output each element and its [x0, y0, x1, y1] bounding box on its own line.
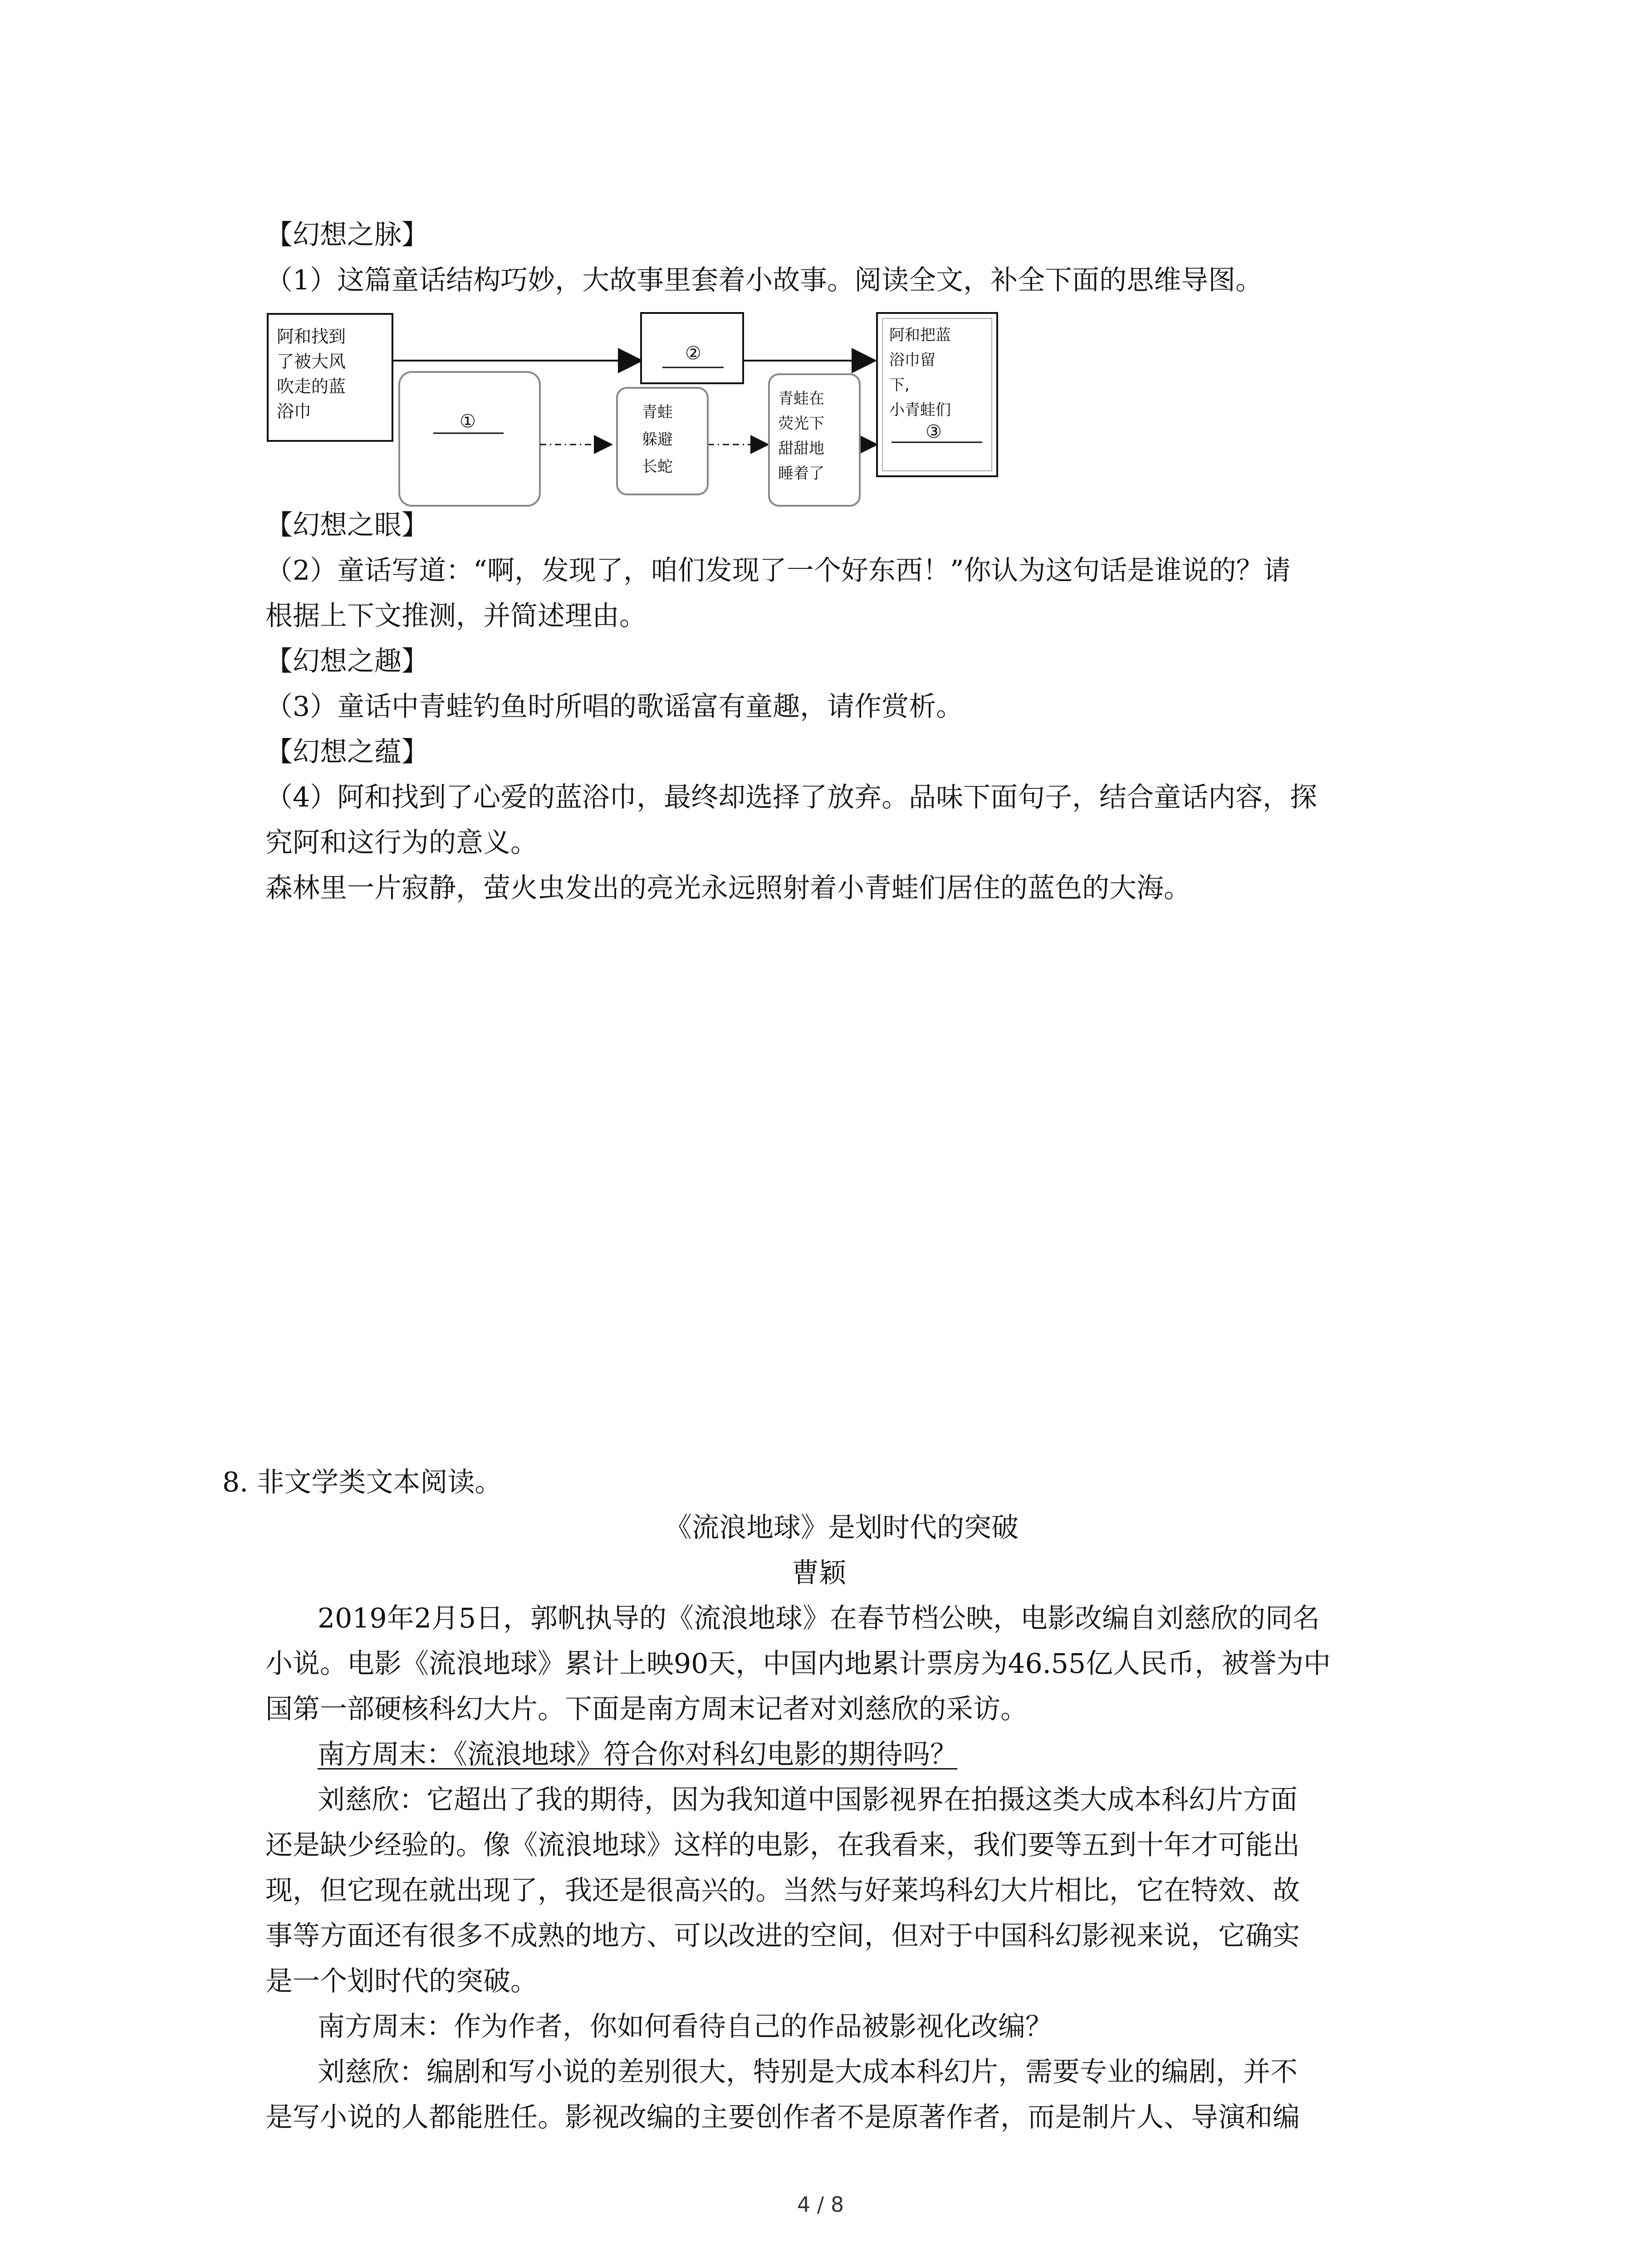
question-4-line-2: 究阿和这行为的意义。: [265, 827, 538, 859]
answer-1-line-5: 是一个划时代的突破。: [265, 1965, 538, 1997]
quoted-sentence: 森林里一片寂静，萤火虫发出的亮光永远照射着小青蛙们居住的蓝色的大海。: [265, 872, 1191, 904]
page-number: 4 / 8: [797, 2192, 844, 2217]
box-blank-1: [399, 372, 540, 506]
box-start-line-3: 吹走的蓝: [277, 376, 346, 396]
blank-1-label: ①: [460, 411, 476, 432]
answer-2-line-1: 刘慈欣：编剧和写小说的差别很大，特别是大成本科幻片，需要专业的编剧，并不: [318, 2056, 1298, 2088]
box-end-line-3: 下,: [889, 376, 910, 394]
article-author: 曹颖: [792, 1557, 846, 1589]
section-heading-mai: 【幻想之脉】: [265, 219, 429, 251]
article-title: 《流浪地球》是划时代的突破: [665, 1512, 1019, 1544]
blank-2-label: ②: [685, 343, 701, 364]
box-end-line-1: 阿和把蓝: [889, 326, 951, 344]
box-start-line-2: 了被大风: [277, 352, 346, 371]
box-frog-sleep-line-2: 荧光下: [778, 415, 824, 433]
box-frog-sleep-line-3: 甜甜地: [778, 440, 824, 458]
box-frog-sleep-line-1: 青蛙在: [778, 390, 824, 408]
paragraph-1-line-2: 小说。电影《流浪地球》累计上映90天，中国内地累计票房为46.55亿人民币，被誉为中: [265, 1648, 1331, 1680]
section-heading-yan: 【幻想之眼】: [265, 509, 429, 541]
paragraph-1-line-1: 2019年2月5日，郭帆执导的《流浪地球》在春节档公映，电影改编自刘慈欣的同名: [318, 1603, 1320, 1634]
paragraph-1-line-3: 国第一部硬核科幻大片。下面是南方周末记者对刘慈欣的采访。: [265, 1693, 1028, 1725]
box-frog-hide-line-1: 青蛙: [642, 403, 673, 421]
interview-question-2: 南方周末：作为作者，你如何看待自己的作品被影视化改编？: [318, 2011, 1053, 2043]
mind-map-diagram: [265, 308, 1000, 508]
question-2-line-2: 根据上下文推测，并简述理由。: [265, 600, 647, 632]
answer-1-line-2: 还是缺少经验的。像《流浪地球》这样的电影，在我看来，我们要等五到十年才可能出: [265, 1829, 1300, 1861]
answer-1-line-4: 事等方面还有很多不成熟的地方、可以改进的空间，但对于中国科幻影视来说，它确实: [265, 1920, 1300, 1952]
question-1: （1）这篇童话结构巧妙，大故事里套着小故事。阅读全文，补全下面的思维导图。: [265, 264, 1263, 296]
answer-1-line-1: 刘慈欣：它超出了我的期待，因为我知道中国影视界在拍摄这类大成本科幻片方面: [318, 1784, 1298, 1816]
section-heading-yun: 【幻想之蕴】: [265, 736, 429, 768]
question-3: （3）童话中青蛙钓鱼时所唱的歌谣富有童趣，请作赏析。: [265, 691, 964, 723]
answer-2-line-2: 是写小说的人都能胜任。影视改编的主要创作者不是原著作者，而是制片人、导演和编: [265, 2102, 1300, 2133]
section-heading-qu: 【幻想之趣】: [265, 645, 429, 677]
box-frog-sleep-line-4: 睡着了: [778, 464, 824, 483]
blank-3-label: ③: [926, 421, 942, 442]
box-start-line-1: 阿和找到: [277, 327, 346, 347]
box-frog-hide-line-2: 躲避: [642, 430, 673, 449]
question-2-line-1: （2）童话写道：“啊，发现了，咱们发现了一个好东西！”你认为这句话是谁说的？请: [265, 555, 1291, 587]
box-end-line-4: 小青蛙们: [889, 401, 951, 419]
question-8-heading: 8. 非文学类文本阅读。: [222, 1466, 502, 1498]
box-end-line-2: 浴巾留: [889, 351, 936, 369]
box-frog-hide-line-3: 长蛇: [642, 458, 673, 476]
interview-question-1: 南方周末：《流浪地球》符合你对科幻电影的期待吗？: [318, 1739, 957, 1770]
box-start-line-4: 浴巾: [277, 401, 312, 421]
question-4-line-1: （4）阿和找到了心爱的蓝浴巾，最终却选择了放弃。品味下面句子，结合童话内容，探: [265, 782, 1318, 813]
answer-1-line-3: 现，但它现在就出现了，我还是很高兴的。当然与好莱坞科幻大片相比，它在特效、故: [265, 1875, 1300, 1906]
